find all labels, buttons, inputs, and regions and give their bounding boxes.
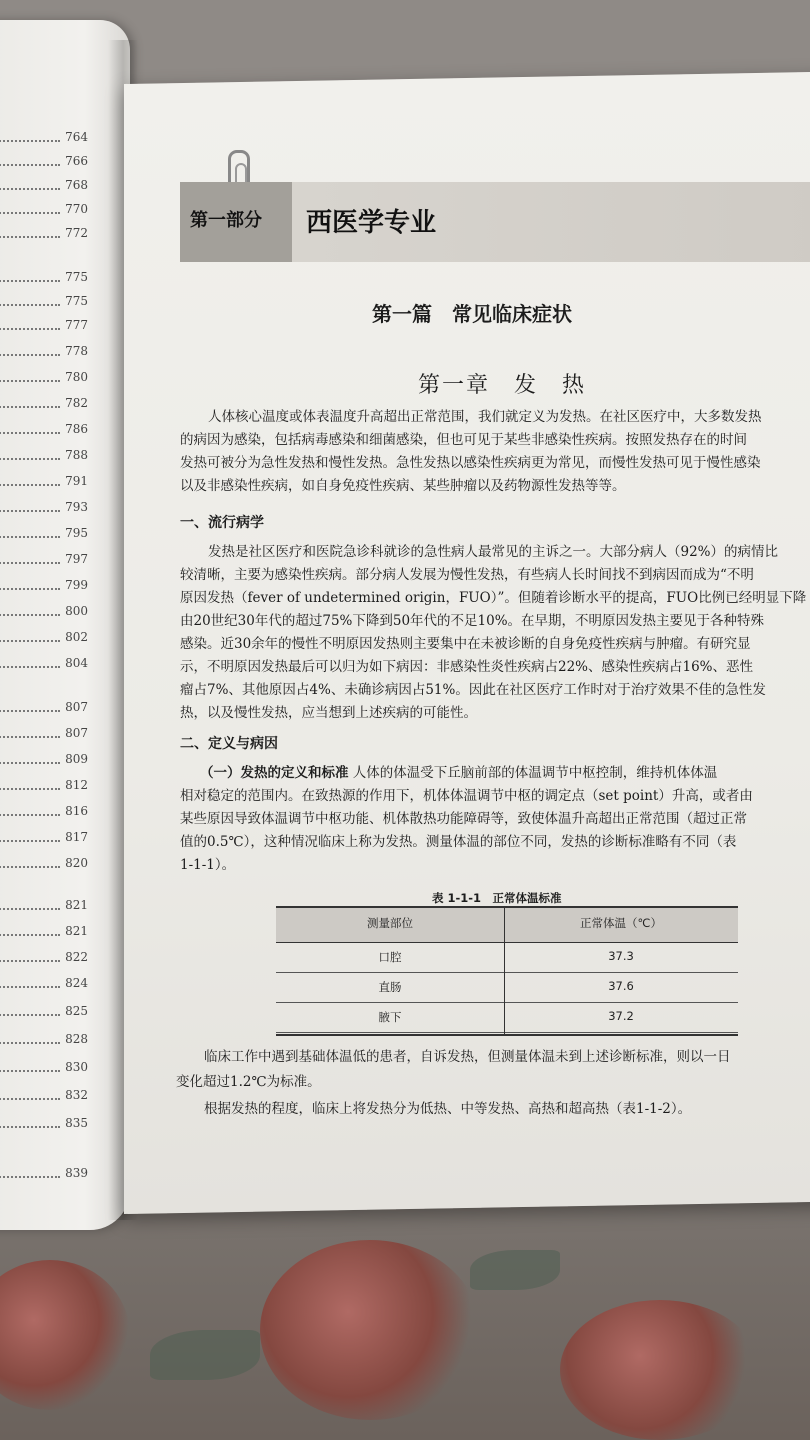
toc-row bbox=[0, 578, 90, 596]
section2-line: 值的0.5℃），这种情况临床上称为发热。测量体温的部位不同，发热的诊断标准略有不同（表 bbox=[180, 834, 737, 850]
toc-row bbox=[0, 1166, 90, 1184]
section1-line: 发热是社区医疗和医院急诊科就诊的急性病人最常见的主诉之一。大部分病人（92%）的病情比 bbox=[208, 544, 779, 560]
section-heading: 一、流行病学 bbox=[180, 515, 264, 531]
tablecloth-flower bbox=[560, 1300, 760, 1440]
intro-line: 以及非感染性疾病，如自身免疫性疾病、某些肿瘤以及药物源性发热等等。 bbox=[180, 478, 626, 494]
table-cell: 直肠 bbox=[378, 980, 402, 994]
toc-row bbox=[0, 856, 90, 874]
toc-row bbox=[0, 1088, 90, 1106]
body-temperature-table bbox=[276, 906, 738, 1036]
toc-row bbox=[0, 154, 90, 172]
definition-first-line bbox=[200, 762, 717, 785]
toc-row bbox=[0, 370, 90, 388]
definition-text: 人体的体温受下丘脑前部的体温调节中枢控制，维持机体体温 bbox=[352, 765, 718, 781]
table-header-row bbox=[276, 908, 738, 943]
after-table-line: 临床工作中遇到基础体温低的患者，自诉发热，但测量体温未到上述诊断标准，则以一日 bbox=[204, 1049, 731, 1065]
toc-row bbox=[0, 1060, 90, 1078]
pian-title: 第一篇 常见临床症状 bbox=[372, 302, 572, 326]
toc-row bbox=[0, 726, 90, 744]
section1-line: 热，以及慢性发热，应当想到上述疾病的可能性。 bbox=[180, 705, 477, 721]
subsection-heading: （一）发热的定义和标准 bbox=[200, 765, 349, 781]
table-row bbox=[276, 1002, 738, 1033]
toc-row bbox=[0, 656, 90, 674]
intro-line: 的病因为感染，包括病毒感染和细菌感染，但也可见于某些非感染性疾病。按照发热存在的时间 bbox=[180, 432, 747, 448]
toc-page-number: 825 bbox=[65, 1004, 88, 1018]
toc-page-number: 807 bbox=[65, 700, 88, 714]
table-row bbox=[276, 972, 738, 1003]
toc-row bbox=[0, 752, 90, 770]
table-header-cell: 正常体温（℃） bbox=[580, 916, 662, 930]
toc-row bbox=[0, 630, 90, 648]
toc-page-number: 775 bbox=[65, 294, 88, 308]
section1-line: 由20世纪30年代的超过75%下降到50年代的不足10%。在早期，不明原因发热主要见于各种特殊 bbox=[180, 613, 765, 629]
toc-row bbox=[0, 804, 90, 822]
table-cell: 腋下 bbox=[378, 1010, 402, 1024]
section-heading: 二、定义与病因 bbox=[180, 736, 278, 752]
toc-row bbox=[0, 830, 90, 848]
part-label: 第一部分 bbox=[190, 210, 262, 231]
toc-row bbox=[0, 1116, 90, 1134]
toc-page-number: 822 bbox=[65, 950, 88, 964]
toc-page-number: 804 bbox=[65, 656, 88, 670]
toc-page-number: 780 bbox=[65, 370, 88, 384]
toc-row bbox=[0, 500, 90, 518]
toc-page-number: 802 bbox=[65, 630, 88, 644]
toc-row bbox=[0, 422, 90, 440]
toc-page-number: 793 bbox=[65, 500, 88, 514]
section1-line: 原因发热（fever of undetermined origin，FUO）”。但随着诊断水平的提高，FUO比例已经明显下降 bbox=[180, 590, 807, 606]
toc-page-number: 821 bbox=[65, 924, 88, 938]
toc-page-number: 821 bbox=[65, 898, 88, 912]
part-banner bbox=[180, 182, 810, 262]
table-cell: 37.3 bbox=[608, 949, 634, 963]
toc-page-number: 799 bbox=[65, 578, 88, 592]
toc-page-number: 832 bbox=[65, 1088, 88, 1102]
toc-page-number: 770 bbox=[65, 202, 88, 216]
toc-row bbox=[0, 898, 90, 916]
toc-page-number: 835 bbox=[65, 1116, 88, 1130]
section1-line: 示，不明原因发热最后可以归为如下病因：非感染性炎性疾病占22%、感染性疾病占16%、恶性 bbox=[180, 659, 754, 675]
toc-page-number: 817 bbox=[65, 830, 88, 844]
table-caption: 表 1-1-1 正常体温标准 bbox=[432, 891, 562, 905]
toc-page-number: 778 bbox=[65, 344, 88, 358]
toc-row bbox=[0, 474, 90, 492]
toc-page-number: 828 bbox=[65, 1032, 88, 1046]
toc-page-number: 775 bbox=[65, 270, 88, 284]
section1-line: 瘤占7%、其他原因占4%、未确诊病因占51%。因此在社区医疗工作时对于治疗效果不佳的急性发 bbox=[180, 682, 766, 698]
toc-page-number: 766 bbox=[65, 154, 88, 168]
toc-page-number: 830 bbox=[65, 1060, 88, 1074]
intro-line: 人体核心温度或体表温度升高超出正常范围，我们就定义为发热。在社区医疗中，大多数发热 bbox=[208, 409, 762, 425]
toc-page-number: 788 bbox=[65, 448, 88, 462]
section1-line: 较清晰，主要为感染性疾病。部分病人发展为慢性发热，有些病人长时间找不到病因而成为“不明 bbox=[180, 567, 754, 583]
toc-row bbox=[0, 924, 90, 942]
toc-page-number: 764 bbox=[65, 130, 88, 144]
toc-row bbox=[0, 344, 90, 362]
toc-row bbox=[0, 950, 90, 968]
toc-page-number: 816 bbox=[65, 804, 88, 818]
toc-page-number: 782 bbox=[65, 396, 88, 410]
part-title: 西医学专业 bbox=[306, 208, 437, 238]
table-cell: 口腔 bbox=[378, 950, 402, 964]
toc-page-number: 809 bbox=[65, 752, 88, 766]
toc-page-number: 795 bbox=[65, 526, 88, 540]
toc-page-number: 768 bbox=[65, 178, 88, 192]
table-header-cell: 测量部位 bbox=[367, 916, 413, 930]
intro-line: 发热可被分为急性发热和慢性发热。急性发热以感染性疾病更为常见，而慢性发热可见于慢性感染 bbox=[180, 455, 761, 471]
tablecloth-leaf bbox=[470, 1250, 560, 1290]
toc-page-number: 786 bbox=[65, 422, 88, 436]
toc-page-number: 772 bbox=[65, 226, 88, 240]
toc-page-number: 812 bbox=[65, 778, 88, 792]
after-table-line: 根据发热的程度，临床上将发热分为低热、中等发热、高热和超高热（表1-1-2）。 bbox=[204, 1101, 692, 1117]
toc-row bbox=[0, 604, 90, 622]
toc-page-number: 800 bbox=[65, 604, 88, 618]
toc-row bbox=[0, 976, 90, 994]
toc-row bbox=[0, 318, 90, 336]
chapter-title: 第一章 发 热 bbox=[418, 373, 587, 398]
toc-row bbox=[0, 1004, 90, 1022]
toc-row bbox=[0, 226, 90, 244]
toc-page-number: 820 bbox=[65, 856, 88, 870]
toc-row bbox=[0, 448, 90, 466]
toc-row bbox=[0, 270, 90, 288]
toc-row bbox=[0, 202, 90, 220]
tablecloth-leaf bbox=[150, 1330, 260, 1380]
toc-row bbox=[0, 294, 90, 312]
toc-page-number: 839 bbox=[65, 1166, 88, 1180]
section2-line: 相对稳定的范围内。在致热源的作用下，机体体温调节中枢的调定点（set point）升高，或者由 bbox=[180, 788, 753, 804]
section1-line: 感染。近30余年的慢性不明原因发热则主要集中在未被诊断的自身免疫性疾病与肿瘤。有研究显 bbox=[180, 636, 751, 652]
table-cell: 37.2 bbox=[608, 1009, 634, 1023]
toc-row bbox=[0, 130, 90, 148]
toc-row bbox=[0, 178, 90, 196]
table-cell: 37.6 bbox=[608, 979, 634, 993]
toc-page-number: 797 bbox=[65, 552, 88, 566]
after-table-line: 变化超过1.2℃为标准。 bbox=[176, 1074, 321, 1090]
table-column-divider bbox=[504, 908, 505, 1034]
toc-row bbox=[0, 700, 90, 718]
toc-row bbox=[0, 1032, 90, 1050]
toc-row bbox=[0, 778, 90, 796]
toc-page-number: 791 bbox=[65, 474, 88, 488]
section2-line: 某些原因导致体温调节中枢功能、机体散热功能障碍等，致使体温升高超出正常范围（超过正常 bbox=[180, 811, 747, 827]
table-row bbox=[276, 942, 738, 973]
section2-line: 1-1-1）。 bbox=[180, 857, 236, 873]
toc-row bbox=[0, 396, 90, 414]
toc-page-number: 777 bbox=[65, 318, 88, 332]
toc-row bbox=[0, 526, 90, 544]
toc-row bbox=[0, 552, 90, 570]
toc-page-number: 824 bbox=[65, 976, 88, 990]
tablecloth-flower bbox=[260, 1240, 480, 1420]
toc-page-number: 807 bbox=[65, 726, 88, 740]
